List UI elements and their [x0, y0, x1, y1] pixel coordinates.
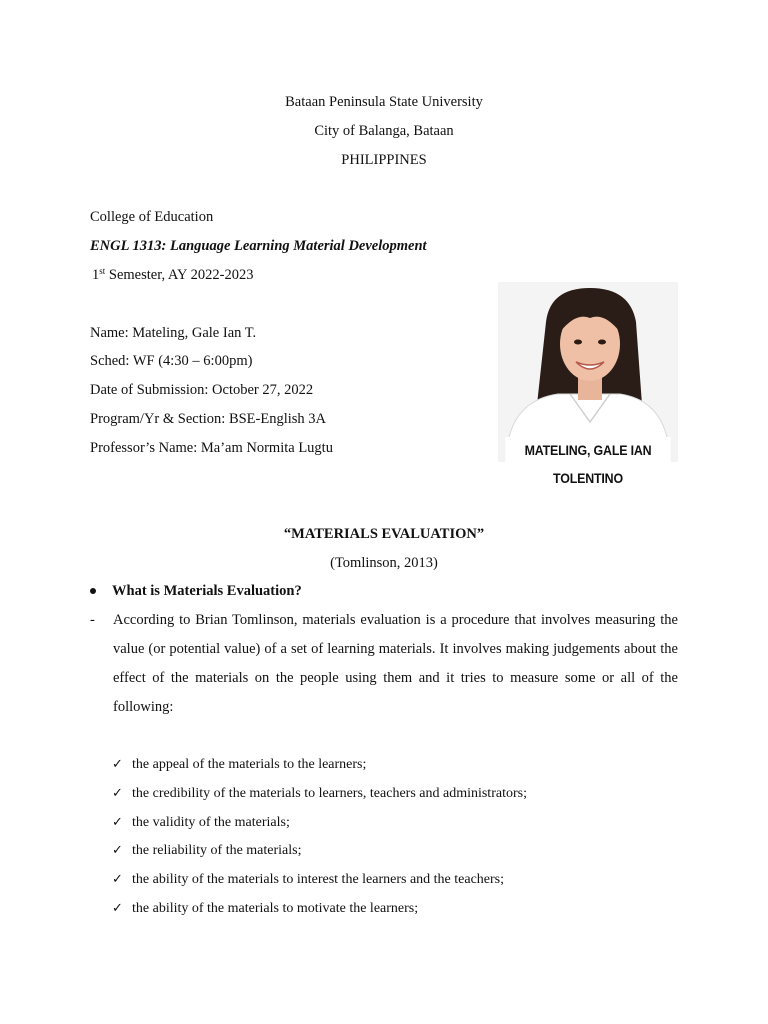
checkmark-icon: ✓ [112, 842, 123, 857]
list-item-text: the credibility of the materials to learners, teachers and administrators; [132, 786, 527, 801]
checkmark-icon: ✓ [112, 871, 123, 886]
checkmark-icon: ✓ [112, 785, 123, 800]
professor-line: Professor’s Name: Ma’am Normita Lugtu [90, 440, 333, 456]
checkmark-icon: ✓ [112, 756, 123, 771]
dash-marker: - [90, 612, 95, 628]
list-item-text: the ability of the materials to interest the learners and the teachers; [132, 872, 505, 887]
list-item-text: the ability of the materials to motivate the learners; [132, 901, 419, 916]
student-photo [498, 282, 678, 462]
student-name: Name: Mateling, Gale Ian T. [90, 325, 257, 341]
college-line: College of Education [90, 209, 214, 225]
list-item [112, 871, 504, 888]
definition-paragraph: According to Brian Tomlinson, materials evaluation is a procedure that involves measuring the value (or potential value) of a set of learning materials. It involves making judgements about the effect of the materials on the people using them and it tries to measure some or all of the following: [113, 612, 678, 715]
portrait-image [498, 282, 678, 442]
checkmark-icon: ✓ [112, 900, 123, 915]
city-line: City of Balanga, Bataan [314, 123, 454, 139]
bullet-dot-icon [90, 588, 96, 594]
question-bullet [90, 583, 302, 600]
semester-text: Semester, AY 2022-2023 [105, 267, 254, 283]
photo-caption: MATELING, GALE IAN TOLENTINO [505, 437, 671, 462]
citation: (Tomlinson, 2013) [330, 555, 438, 571]
program-line: Program/Yr & Section: BSE-English 3A [90, 411, 327, 427]
semester-number: 1 [92, 267, 100, 283]
submission-date: Date of Submission: October 27, 2022 [90, 382, 314, 398]
list-item [112, 842, 302, 859]
schedule-line: Sched: WF (4:30 – 6:00pm) [90, 353, 253, 369]
list-item [112, 814, 290, 831]
list-item-text: the appeal of the materials to the learners; [132, 757, 367, 772]
list-item-text: the reliability of the materials; [132, 843, 302, 858]
section-title: “MATERIALS EVALUATION” [283, 526, 485, 542]
list-item [112, 900, 418, 917]
list-item [112, 756, 366, 773]
university-name: Bataan Peninsula State University [285, 94, 483, 110]
semester-ordinal: st [99, 266, 106, 276]
question-text: What is Materials Evaluation? [112, 583, 302, 599]
country-line: PHILIPPINES [341, 152, 427, 168]
list-item-text: the validity of the materials; [132, 815, 290, 830]
course-title: ENGL 1313: Language Learning Material Development [90, 238, 427, 254]
list-item [112, 785, 527, 802]
checkmark-icon: ✓ [112, 814, 123, 829]
semester-line [92, 267, 253, 284]
